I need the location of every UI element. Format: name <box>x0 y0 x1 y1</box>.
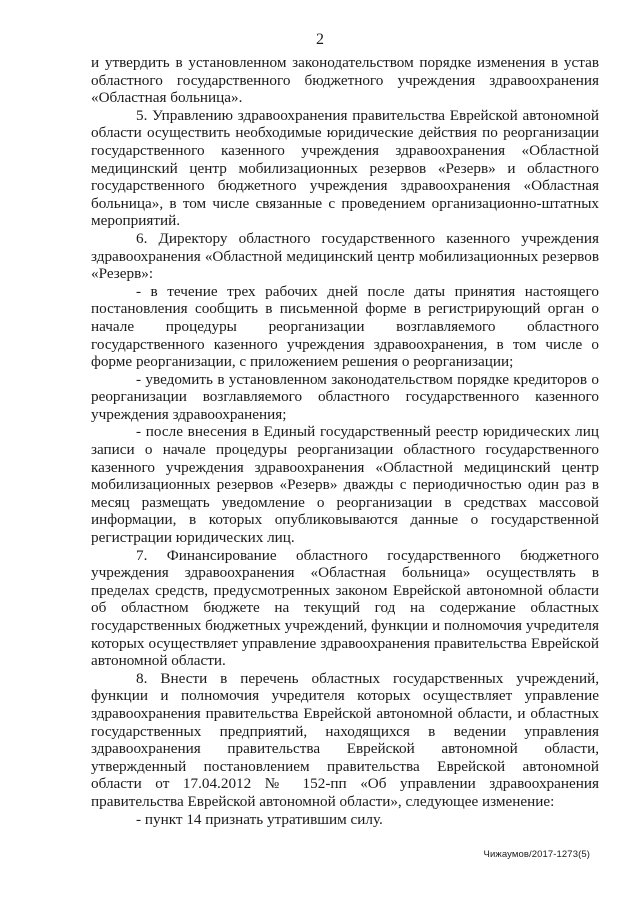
paragraph: - в течение трех рабочих дней после даты принятия настоящего постановления сообщить в письменной форме в регистрирующий орган о начале процедуры реорганизации возглавляемого областного государственного казенного учреждения здравоохранения, в том числе о форме реорганизации, с приложением решения о реорганизации; <box>91 282 599 371</box>
paragraph: 7. Финансирование областного государственного бюджетного учреждения здравоохранения «Областная больница» осуществлять в пределах средств, предусмотренных законом Еврейской автономной области об областном бюджете на текущий год на содержание областных государственных бюджетных учреждений, функции и полномочия учредителя которых осуществляет управление здравоохранения правительства Еврейской автономной области. <box>91 546 599 670</box>
document-code: Чижаумов/2017-1273(5) <box>483 849 590 860</box>
paragraph: - уведомить в установленном законодательством порядке кредиторов о реорганизации возглавляемого областного государственного казенного учреждения здравоохранения; <box>91 370 599 423</box>
page-number: 2 <box>316 31 324 48</box>
paragraph: - пункт 14 признать утратившим силу. <box>136 810 383 828</box>
paragraph: 8. Внести в перечень областных государственных учреждений, функции и полномочия учредителя которых осуществляет управление здравоохранения правительства Еврейской автономной области, и областных государственных предприятий, находящихся в ведении управления здравоохранения правительства Еврейской автономной области, утвержденный постановлением правительства Еврейской автономной области от 17.04.2012 № 152-пп «Об управлении здравоохранения правительства Еврейской автономной области», следующее изменение: <box>91 669 599 810</box>
paragraph: 5. Управлению здравоохранения правительства Еврейской автономной области осуществить необходимые юридические действия по реорганизации государственного казенного учреждения здравоохранения «Областной медицинский центр мобилизационных резервов «Резерв» и областного государственного бюджетного учреждения здравоохранения «Областная больница», в том числе связанные с проведением организационно-штатных мероприятий. <box>91 106 599 230</box>
paragraph: - после внесения в Единый государственный реестр юридических лиц записи о начале процедуры реорганизации областного государственного казенного учреждения здравоохранения «Областной медицинский центр мобилизационных резервов «Резерв» дважды с периодичностью один раз в месяц размещать уведомление о реорганизации в средствах массовой информации, в которых опубликовываются данные о государственной регистрации юридических лиц. <box>91 423 599 547</box>
paragraph: и утвердить в установленном законодательством порядке изменения в устав областного государственного бюджетного учреждения здравоохранения «Областная больница». <box>91 54 599 107</box>
paragraph: 6. Директору областного государственного казенного учреждения здравоохранения «Областной медицинский центр мобилизационных резервов «Резерв»: <box>91 229 599 283</box>
document-body <box>91 54 599 828</box>
